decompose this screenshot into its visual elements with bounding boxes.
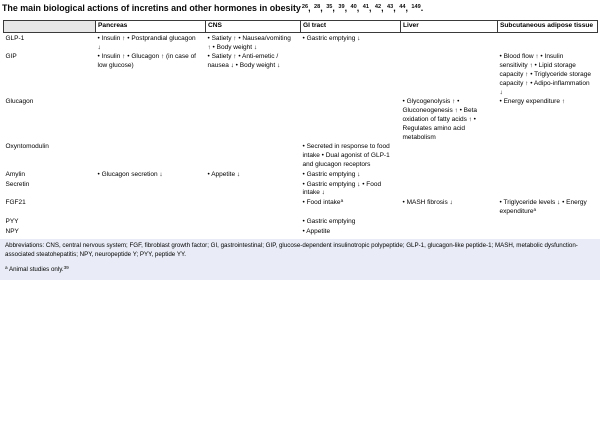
title-reference-number: 28 <box>314 4 321 10</box>
table-row <box>4 170 598 180</box>
table-cell: • Insulin ↑ • Glucagon ↑ (in case of low glucose) <box>97 53 196 70</box>
page-title <box>2 3 600 14</box>
hormone-name: NPY <box>5 227 19 235</box>
hormone-name: Secretin <box>5 180 30 188</box>
title-reference-number: 39 <box>338 4 345 10</box>
table-cell: • Food intake$^a$ <box>302 197 344 207</box>
table-cell: • Triglyceride levels ↓ • Energy expenditure$^a$ <box>499 199 587 215</box>
table-cell <box>301 52 401 97</box>
table-row <box>4 217 598 227</box>
table-cell: • Insulin ↑ • Postprandial glucagon ↓ <box>97 34 196 51</box>
header-row <box>4 21 598 33</box>
hormone-name: Amylin <box>5 170 26 178</box>
table-row <box>4 198 598 217</box>
table-row <box>4 97 598 142</box>
table-cell <box>401 52 498 97</box>
title-reference-number: 43 <box>387 4 394 10</box>
table-cell <box>301 97 401 142</box>
table-row <box>4 180 598 199</box>
header-cell-hormone <box>4 21 96 33</box>
table-row <box>4 227 598 237</box>
table-row <box>4 52 598 97</box>
table-cell <box>401 32 498 52</box>
table-cell <box>206 97 301 142</box>
table-cell <box>96 97 206 142</box>
table-row <box>4 142 598 169</box>
table-cell <box>401 142 498 169</box>
table-cell <box>401 170 498 180</box>
table-cell <box>96 198 206 217</box>
title-text: The main biological actions of incretins and other hormones in obesity <box>2 3 301 13</box>
table-cell <box>96 227 206 237</box>
table-cell <box>498 142 598 169</box>
title-reference-number: 26 <box>301 4 309 10</box>
header-cell-cns: CNS <box>206 21 301 33</box>
table-cell <box>206 227 301 237</box>
superscript-marker: a <box>5 264 8 270</box>
title-reference-number: 44 <box>399 4 406 10</box>
table-cell <box>401 180 498 199</box>
abbreviations-text: Abbreviations: CNS, central nervous system; FGF, fibroblast growth factor; GI, gastrointestinal; GIP, glucose-dependent insulinotropic polypeptide; GLP-1, glucagon-like peptide-1; MASH, metabolic dysfunction-associated steatohepatitis; NPY, neuropeptide Y; PYY, peptide YY. <box>5 242 578 258</box>
table-cell: • Glucagon secretion ↓ <box>97 170 163 178</box>
table-cell: • Gastric emptying <box>302 217 356 225</box>
hormone-name: GIP <box>5 53 17 61</box>
superscript-marker: a <box>533 206 537 212</box>
table-body <box>4 32 598 236</box>
table-cell <box>96 142 206 169</box>
table-cell: • Appetite ↓ <box>207 170 241 178</box>
table-cell <box>96 217 206 227</box>
table-cell <box>498 180 598 199</box>
superscript-marker: 39 <box>63 264 69 270</box>
title-reference-number: 42 <box>374 4 382 10</box>
title-reference-number: 40 <box>350 4 357 10</box>
table-cell: • Gastric emptying ↓ <box>302 170 361 178</box>
header-cell-subcutaneous: Subcutaneous adipose tissue <box>498 21 598 33</box>
table-cell <box>206 217 301 227</box>
hormone-name: GLP-1 <box>5 34 25 42</box>
hormones-table <box>3 20 598 236</box>
animal-studies-footnote: $^a$ Animal studies only.$^{39}$ <box>5 264 69 273</box>
title-reference-number: 41 <box>362 4 369 10</box>
table-cell <box>498 32 598 52</box>
header-cell-gi-tract: GI tract <box>301 21 401 33</box>
table-cell <box>206 142 301 169</box>
table-cell: • Secreted in response to food intake • Dual agonist of GLP-1 and glucagon receptors <box>302 143 390 168</box>
table-row <box>4 32 598 52</box>
table-cell <box>206 180 301 199</box>
table-cell: • Appetite <box>302 227 331 235</box>
table-cell <box>206 198 301 217</box>
table-cell: • MASH fibrosis ↓ <box>402 199 453 207</box>
header-cell-liver: Liver <box>401 21 498 33</box>
title-refs: $^{26}$, $^{28}$, $^{35}$, $^{39}$, $^{40}$, $^{41}$, $^{42}$, $^{43}$, $^{44}$, $^{149}$. <box>301 3 424 13</box>
hormone-name: FGF21 <box>5 199 26 207</box>
table-header <box>4 21 598 33</box>
table-cell <box>401 227 498 237</box>
title-reference-number: 35 <box>326 4 333 10</box>
title-reference-number: 149 <box>411 4 421 10</box>
footnotes-panel <box>0 239 600 280</box>
table-cell <box>401 217 498 227</box>
superscript-marker: a <box>340 197 344 203</box>
table-cell: • Gastric emptying ↓ <box>302 34 361 42</box>
table-cell <box>498 217 598 227</box>
table-cell: • Gastric emptying ↓ • Food intake ↓ <box>302 180 382 197</box>
hormone-name: Oxyntomodulin <box>5 143 49 151</box>
table-cell: • Satiety ↑ • Nausea/vomiting ↑ • Body weight ↓ <box>207 34 291 51</box>
header-cell-pancreas: Pancreas <box>96 21 206 33</box>
hormone-name: PYY <box>5 217 19 225</box>
hormone-name: Glucagon <box>5 98 34 106</box>
table-cell <box>498 227 598 237</box>
table-cell: • Satiety ↑ • Anti-emetic / nausea ↓ • Body weight ↓ <box>207 53 281 70</box>
table-cell <box>96 180 206 199</box>
table-cell: • Blood flow ↑ • Insulin sensitivity ↑ • Lipid storage capacity ↑ • Triglyceride storage capacity ↑ • Adipo-inflammation ↓ <box>499 53 592 96</box>
table-cell <box>498 170 598 180</box>
table-cell: • Energy expenditure ↑ <box>499 98 566 106</box>
table-cell: • Glycogenolysis ↑ • Gluconeogenesis ↑ • Beta oxidation of fatty acids ↑ • Regulates amino acid metabolism <box>402 98 478 141</box>
